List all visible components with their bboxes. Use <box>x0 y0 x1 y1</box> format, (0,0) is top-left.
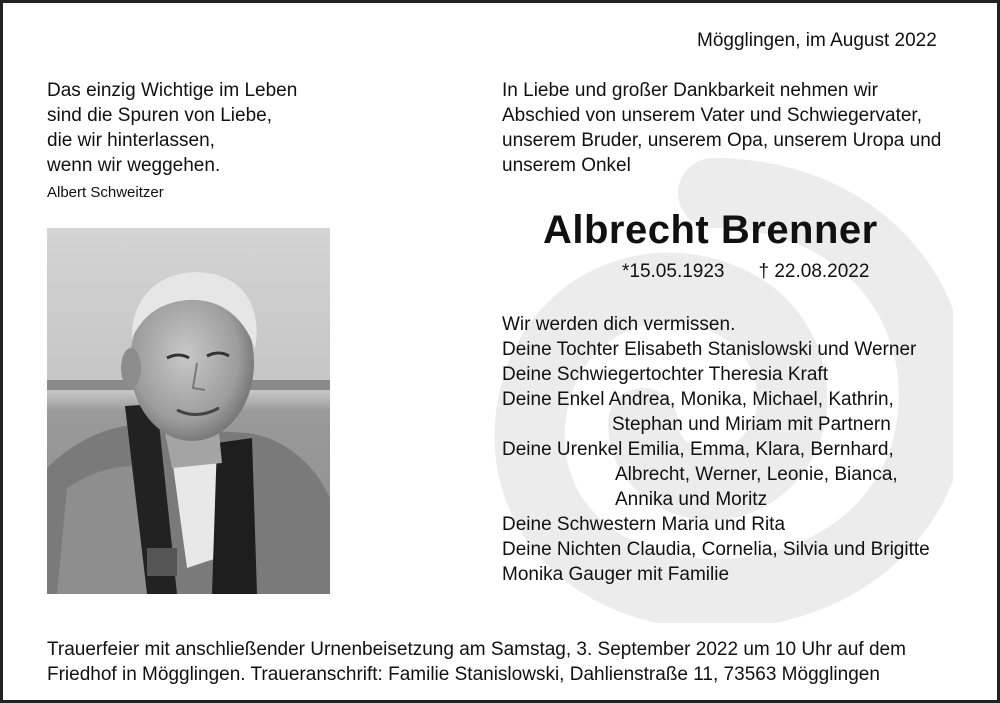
quote-author: Albert Schweitzer <box>47 184 164 201</box>
memorial-quote <box>47 78 297 178</box>
footer-line: Trauerfeier mit anschließender Urnenbeisetzung am Samstag, 3. September 2022 um 10 Uhr auf dem <box>47 639 906 660</box>
funeral-details <box>47 637 906 687</box>
mourner-line: Deine Urenkel Emilia, Emma, Klara, Bernhard, <box>502 439 894 460</box>
deceased-name: Albrecht Brenner <box>543 208 878 252</box>
place-date: Mögglingen, im August 2022 <box>697 30 937 51</box>
intro-line: In Liebe und großer Dankbarkeit nehmen wir <box>502 80 878 101</box>
mourner-line: Deine Schwiegertochter Theresia Kraft <box>502 364 828 385</box>
intro-line: Abschied von unserem Vater und Schwiegervater, <box>502 105 922 126</box>
quote-line: die wir hinterlassen, <box>47 130 215 151</box>
mourners-opening: Wir werden dich vermissen. <box>502 314 736 335</box>
intro-line: unserem Onkel <box>502 155 631 176</box>
mourner-line: Monika Gauger mit Familie <box>502 564 730 585</box>
quote-line: sind die Spuren von Liebe, <box>47 105 272 126</box>
intro-line: unserem Bruder, unserem Opa, unserem Uropa und <box>502 130 942 151</box>
farewell-intro <box>502 78 941 178</box>
death-date: † 22.08.2022 <box>758 261 870 282</box>
mourner-line: Deine Tochter Elisabeth Stanislowski und Werner <box>502 339 917 360</box>
mourner-line: Stephan und Miriam mit Partnern <box>612 414 891 435</box>
life-dates <box>622 261 869 283</box>
footer-line: Friedhof in Mögglingen. Traueranschrift: Familie Stanislowski, Dahlienstraße 11, 73563 Mögglingen <box>47 664 880 685</box>
quote-line: Das einzig Wichtige im Leben <box>47 80 298 101</box>
mourner-line: Albrecht, Werner, Leonie, Bianca, <box>615 464 898 485</box>
mourner-line: Deine Nichten Claudia, Cornelia, Silvia und Brigitte <box>502 539 930 560</box>
mourner-line: Deine Schwestern Maria und Rita <box>502 514 786 535</box>
birth-date: *15.05.1923 <box>622 261 725 282</box>
portrait-photo <box>47 228 330 594</box>
quote-line: wenn wir weggehen. <box>47 155 221 176</box>
mourners-list <box>502 312 930 587</box>
mourner-line: Annika und Moritz <box>615 489 768 510</box>
mourner-line: Deine Enkel Andrea, Monika, Michael, Kathrin, <box>502 389 894 410</box>
